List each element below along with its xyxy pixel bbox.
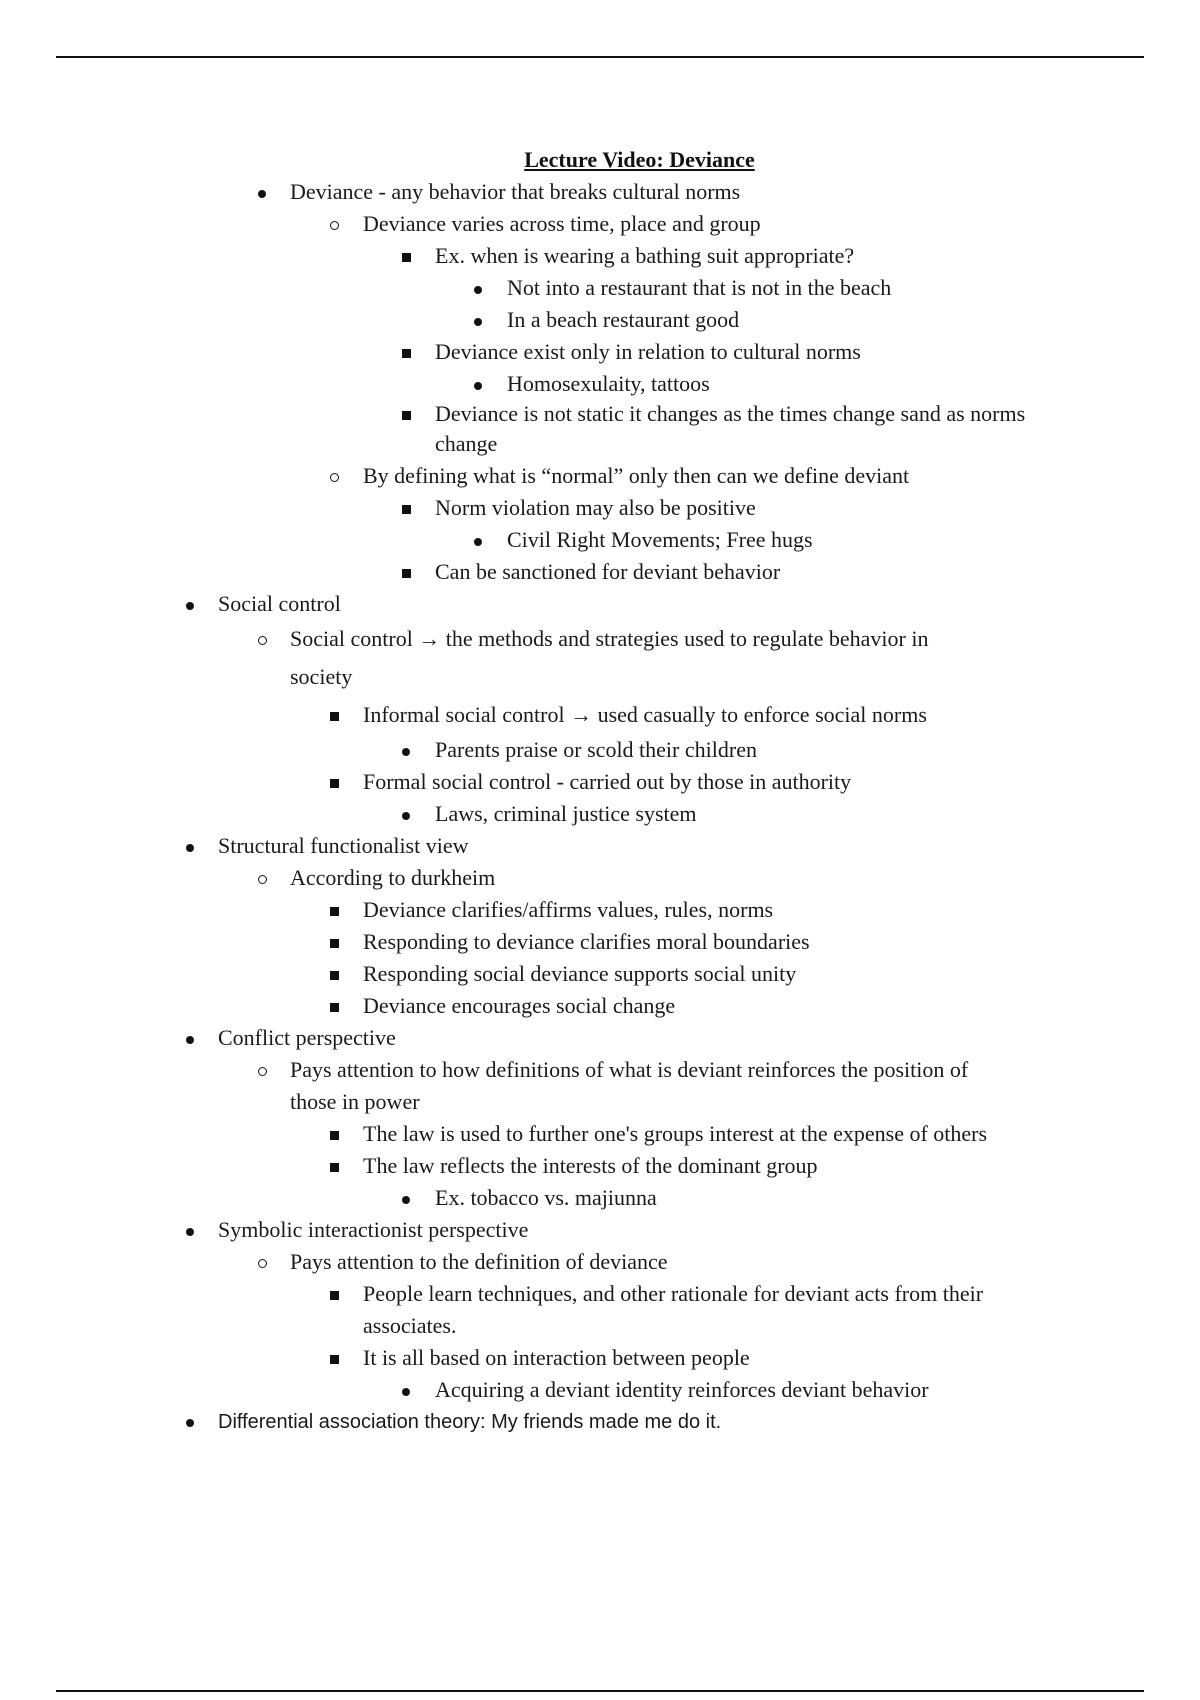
list-item: Structural functionalist view bbox=[0, 830, 1200, 862]
list-item: Ex. when is wearing a bathing suit appropriate? bbox=[0, 240, 1200, 272]
square-bullet-icon bbox=[326, 1342, 342, 1374]
bullet-icon bbox=[470, 304, 486, 336]
list-item: Informal social control → used casually to enforce social norms bbox=[0, 696, 1200, 734]
list-item: People learn techniques, and other rationale for deviant acts from their bbox=[0, 1278, 1200, 1310]
bullet-icon bbox=[182, 1406, 198, 1438]
square-bullet-icon bbox=[326, 894, 342, 926]
list-item: Norm violation may also be positive bbox=[0, 492, 1200, 524]
list-item-continuation: change bbox=[435, 431, 498, 456]
list-item: Deviance exist only in relation to cultural norms bbox=[0, 336, 1200, 368]
list-item: Deviance varies across time, place and group bbox=[0, 208, 1200, 240]
list-item: Formal social control - carried out by those in authority bbox=[0, 766, 1200, 798]
circle-bullet-icon bbox=[254, 1054, 270, 1086]
list-item: Symbolic interactionist perspective bbox=[0, 1214, 1200, 1246]
list-item: The law is used to further one's groups interest at the expense of others bbox=[0, 1118, 1200, 1150]
list-item: In a beach restaurant good bbox=[0, 304, 1200, 336]
circle-bullet-icon bbox=[326, 208, 342, 240]
square-bullet-icon bbox=[326, 1118, 342, 1150]
list-item: Social control → the methods and strategies used to regulate behavior in bbox=[0, 620, 1200, 658]
list-item: By defining what is “normal” only then can we define deviant bbox=[0, 460, 1200, 492]
list-item-continuation: those in power bbox=[290, 1089, 420, 1114]
list-item: Deviance - any behavior that breaks cultural norms bbox=[0, 176, 1200, 208]
list-item: Homosexulaity, tattoos bbox=[0, 368, 1200, 400]
list-item: Civil Right Movements; Free hugs bbox=[0, 524, 1200, 556]
list-item: Social control bbox=[0, 588, 1200, 620]
bullet-icon bbox=[398, 734, 414, 766]
list-item: According to durkheim bbox=[0, 862, 1200, 894]
bullet-icon bbox=[398, 798, 414, 830]
list-item-continuation: society bbox=[290, 664, 353, 689]
list-item: Deviance clarifies/affirms values, rules, norms bbox=[0, 894, 1200, 926]
notes-outline bbox=[0, 176, 1200, 1438]
list-item: Responding social deviance supports social unity bbox=[0, 958, 1200, 990]
page-title: Lecture Video: Deviance bbox=[524, 147, 755, 172]
circle-bullet-icon bbox=[254, 1246, 270, 1278]
list-item: Pays attention to how definitions of what is deviant reinforces the position of bbox=[0, 1054, 1200, 1086]
list-item: Can be sanctioned for deviant behavior bbox=[0, 556, 1200, 588]
bottom-rule bbox=[56, 1690, 1144, 1692]
list-item: Conflict perspective bbox=[0, 1022, 1200, 1054]
list-item: Parents praise or scold their children bbox=[0, 734, 1200, 766]
list-item: Laws, criminal justice system bbox=[0, 798, 1200, 830]
circle-bullet-icon bbox=[254, 620, 270, 658]
bullet-icon bbox=[470, 272, 486, 304]
bullet-icon bbox=[182, 1214, 198, 1246]
list-item: It is all based on interaction between people bbox=[0, 1342, 1200, 1374]
bullet-icon bbox=[254, 176, 270, 208]
bullet-icon bbox=[182, 1022, 198, 1054]
square-bullet-icon bbox=[326, 958, 342, 990]
square-bullet-icon bbox=[326, 766, 342, 798]
list-item: Responding to deviance clarifies moral boundaries bbox=[0, 926, 1200, 958]
square-bullet-icon bbox=[398, 336, 414, 368]
list-item: Pays attention to the definition of deviance bbox=[0, 1246, 1200, 1278]
square-bullet-icon bbox=[398, 492, 414, 524]
square-bullet-icon bbox=[326, 696, 342, 734]
square-bullet-icon bbox=[398, 400, 414, 428]
square-bullet-icon bbox=[326, 1278, 342, 1310]
list-item: The law reflects the interests of the dominant group bbox=[0, 1150, 1200, 1182]
top-rule bbox=[56, 56, 1144, 58]
bullet-icon bbox=[470, 368, 486, 400]
bullet-icon bbox=[398, 1374, 414, 1406]
circle-bullet-icon bbox=[254, 862, 270, 894]
square-bullet-icon bbox=[326, 990, 342, 1022]
square-bullet-icon bbox=[326, 926, 342, 958]
circle-bullet-icon bbox=[326, 460, 342, 492]
square-bullet-icon bbox=[398, 240, 414, 272]
list-item: Deviance is not static it changes as the times change sand as norms bbox=[0, 400, 1200, 428]
list-item: Not into a restaurant that is not in the beach bbox=[0, 272, 1200, 304]
bullet-icon bbox=[182, 588, 198, 620]
list-item: Acquiring a deviant identity reinforces deviant behavior bbox=[0, 1374, 1200, 1406]
bullet-icon bbox=[398, 1182, 414, 1214]
list-item: Deviance encourages social change bbox=[0, 990, 1200, 1022]
square-bullet-icon bbox=[326, 1150, 342, 1182]
square-bullet-icon bbox=[398, 556, 414, 588]
bullet-icon bbox=[182, 830, 198, 862]
list-item: Ex. tobacco vs. majiunna bbox=[0, 1182, 1200, 1214]
list-item-continuation: associates. bbox=[363, 1313, 457, 1338]
list-item: Differential association theory: My friends made me do it. bbox=[0, 1406, 1200, 1438]
bullet-icon bbox=[470, 524, 486, 556]
